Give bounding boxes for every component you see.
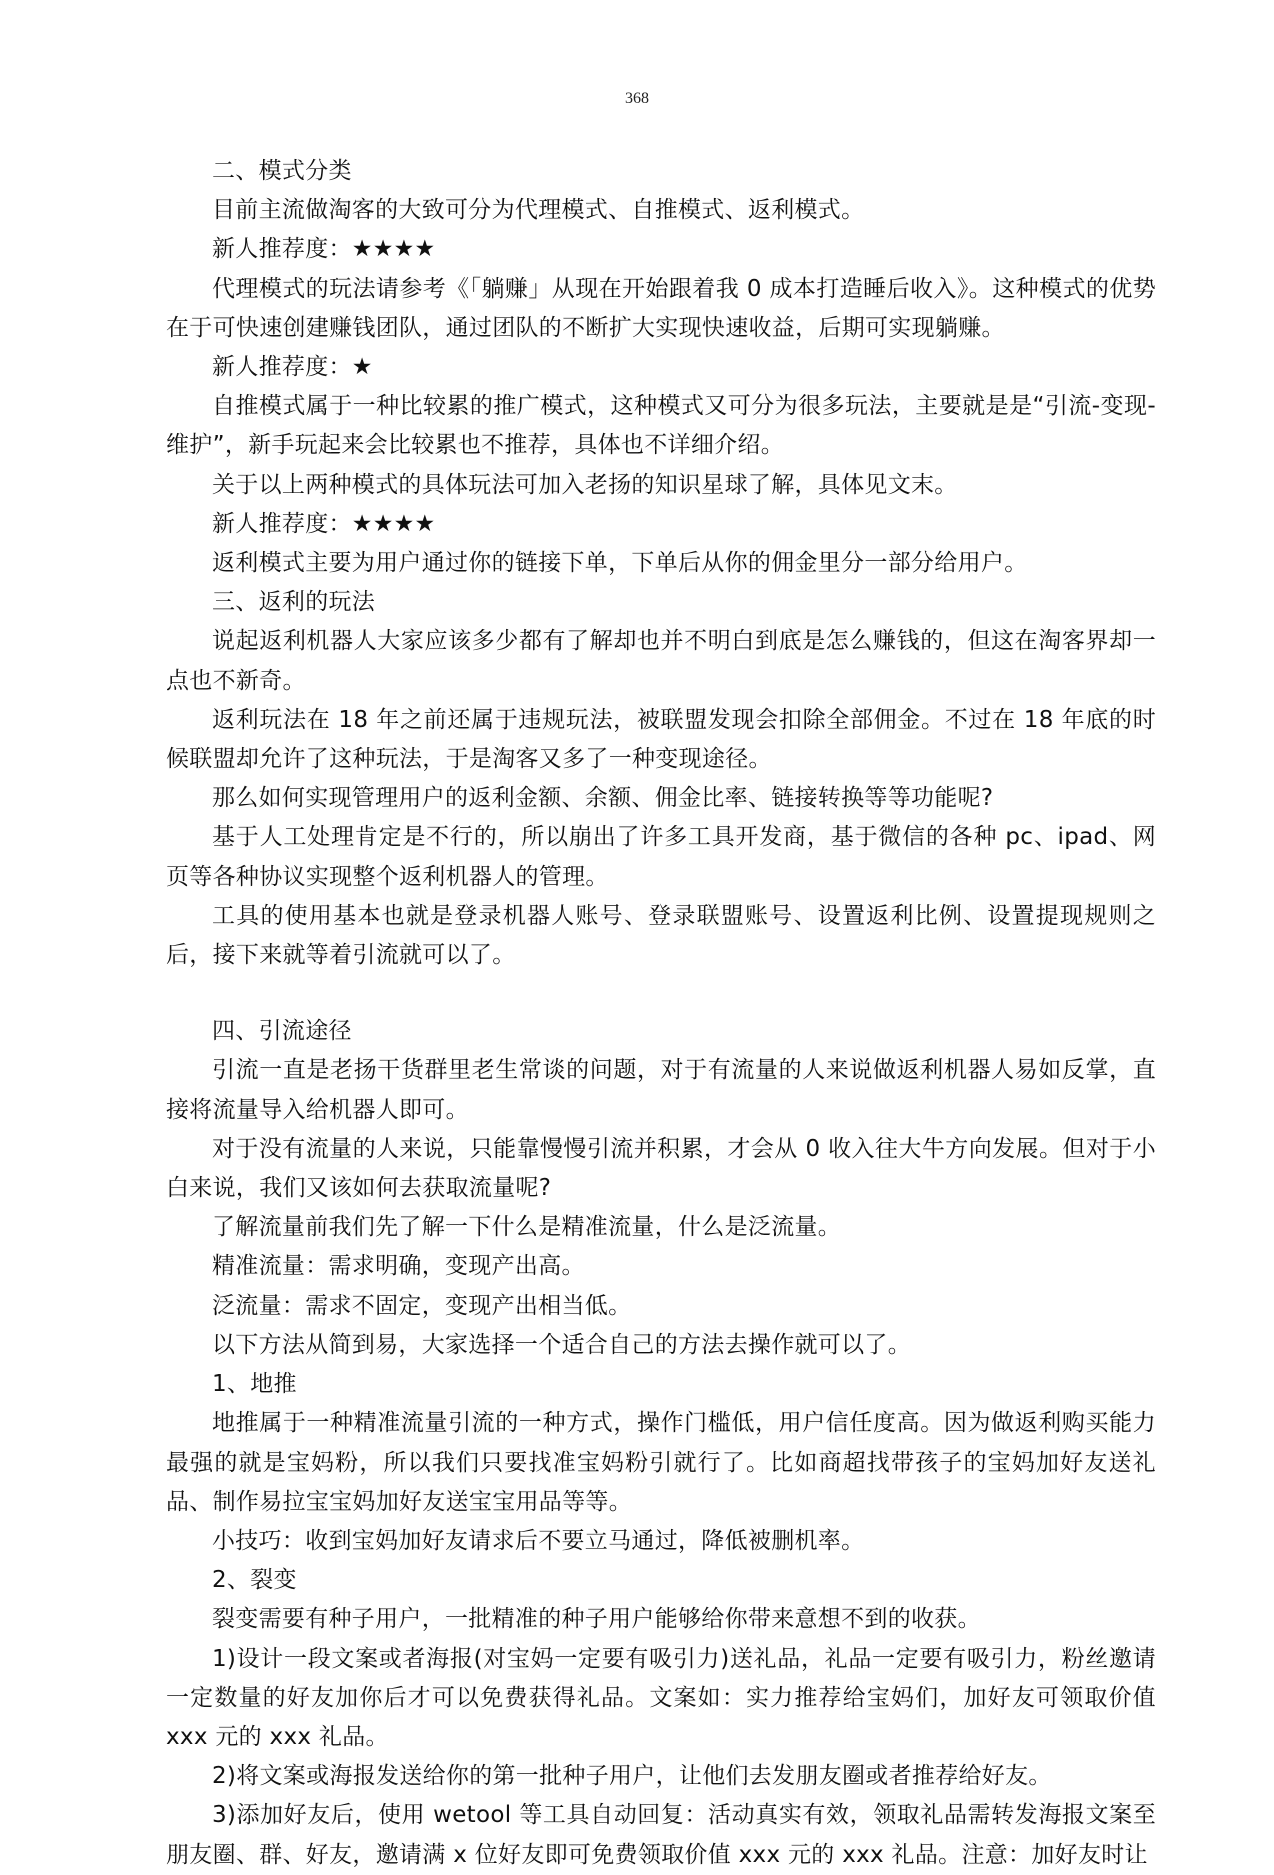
paragraph: 工具的使用基本也就是登录机器人账号、登录联盟账号、设置返利比例、设置提现规则之后，接下来就等着引流就可以了。	[166, 902, 1156, 969]
paragraph: 地推属于一种精准流量引流的一种方式，操作门槛低，用户信任度高。因为做返利购买能力最强的就是宝妈粉，所以我们只要找准宝妈粉引就行了。比如商超找带孩子的宝妈加好友送礼品、制作易拉宝宝妈加好友送宝宝用品等等。	[166, 1410, 1156, 1515]
paragraph: 了解流量前我们先了解一下什么是精准流量，什么是泛流量。	[212, 1214, 842, 1241]
paragraph: 泛流量：需求不固定，变现产出相当低。	[212, 1292, 632, 1319]
paragraph: 裂变需要有种子用户，一批精准的种子用户能够给你带来意想不到的收获。	[212, 1606, 981, 1633]
subsection-heading: 1、地推	[212, 1371, 297, 1398]
paragraph: 引流一直是老扬干货群里老生常谈的问题，对于有流量的人来说做返利机器人易如反掌，直接将流量导入给机器人即可。	[166, 1057, 1156, 1123]
document-body	[166, 152, 1156, 1875]
paragraph: 关于以上两种模式的具体玩法可加入老扬的知识星球了解，具体见文末。	[212, 471, 958, 498]
paragraph: 基于人工处理肯定是不行的，所以崩出了许多工具开发商，基于微信的各种 pc、ipad、网页等各种协议实现整个返利机器人的管理。	[166, 824, 1156, 890]
numbered-paragraph: 3)添加好友后，使用 wetool 等工具自动回复：活动真实有效，领取礼品需转发海报文案至朋友圈、群、好友，邀请满 x 位好友即可免费领取价值 xxx 元的 xxx 礼品。注意：加好友时让	[166, 1802, 1156, 1868]
paragraph: 对于没有流量的人来说，只能靠慢慢引流并积累，才会从 0 收入往大牛方向发展。但对于小白来说，我们又该如何去获取流量呢?	[166, 1135, 1156, 1202]
rating-line: 新人推荐度：★	[212, 354, 373, 381]
section-heading: 四、引流途径	[212, 1018, 352, 1045]
paragraph: 返利玩法在 18 年之前还属于违规玩法，被联盟发现会扣除全部佣金。不过在 18 年底的时候联盟却允许了这种玩法，于是淘客又多了一种变现途径。	[166, 706, 1156, 773]
paragraph: 返利模式主要为用户通过你的链接下单，下单后从你的佣金里分一部分给用户。	[212, 550, 1028, 577]
section-heading: 三、返利的玩法	[212, 589, 376, 616]
numbered-paragraph: 2)将文案或海报发送给你的第一批种子用户，让他们去发朋友圈或者推荐给好友。	[212, 1763, 1052, 1790]
paragraph: 自推模式属于一种比较累的推广模式，这种模式又可分为很多玩法，主要就是是“引流-变现-维护”，新手玩起来会比较累也不推荐，具体也不详细介绍。	[166, 393, 1156, 459]
paragraph: 目前主流做淘客的大致可分为代理模式、自推模式、返利模式。	[212, 197, 865, 224]
paragraph: 以下方法从简到易，大家选择一个适合自己的方法去操作就可以了。	[212, 1331, 911, 1358]
rating-line: 新人推荐度：★★★★	[212, 236, 436, 263]
paragraph: 小技巧：收到宝妈加好友请求后不要立马通过，降低被删机率。	[212, 1527, 865, 1554]
paragraph: 代理模式的玩法请参考《「躺赚」从现在开始跟着我 0 成本打造睡后收入》。这种模式的优势在于可快速创建赚钱团队，通过团队的不断扩大实现快速收益，后期可实现躺赚。	[166, 275, 1156, 341]
page-number: 368	[625, 90, 649, 107]
paragraph: 那么如何实现管理用户的返利金额、余额、佣金比率、链接转换等等功能呢?	[212, 785, 994, 812]
subsection-heading: 2、裂变	[212, 1567, 297, 1594]
paragraph: 说起返利机器人大家应该多少都有了解却也并不明白到底是怎么赚钱的，但这在淘客界却一点也不新奇。	[166, 628, 1156, 694]
paragraph: 精准流量：需求明确，变现产出高。	[212, 1253, 585, 1280]
rating-line: 新人推荐度：★★★★	[212, 510, 436, 537]
section-heading: 二、模式分类	[212, 158, 352, 184]
numbered-paragraph: 1)设计一段文案或者海报(对宝妈一定要有吸引力)送礼品，礼品一定要有吸引力，粉丝邀请一定数量的好友加你后才可以免费获得礼品。文案如：实力推荐给宝妈们，加好友可领取价值 xxx 元的 xxx 礼品。	[166, 1645, 1156, 1750]
